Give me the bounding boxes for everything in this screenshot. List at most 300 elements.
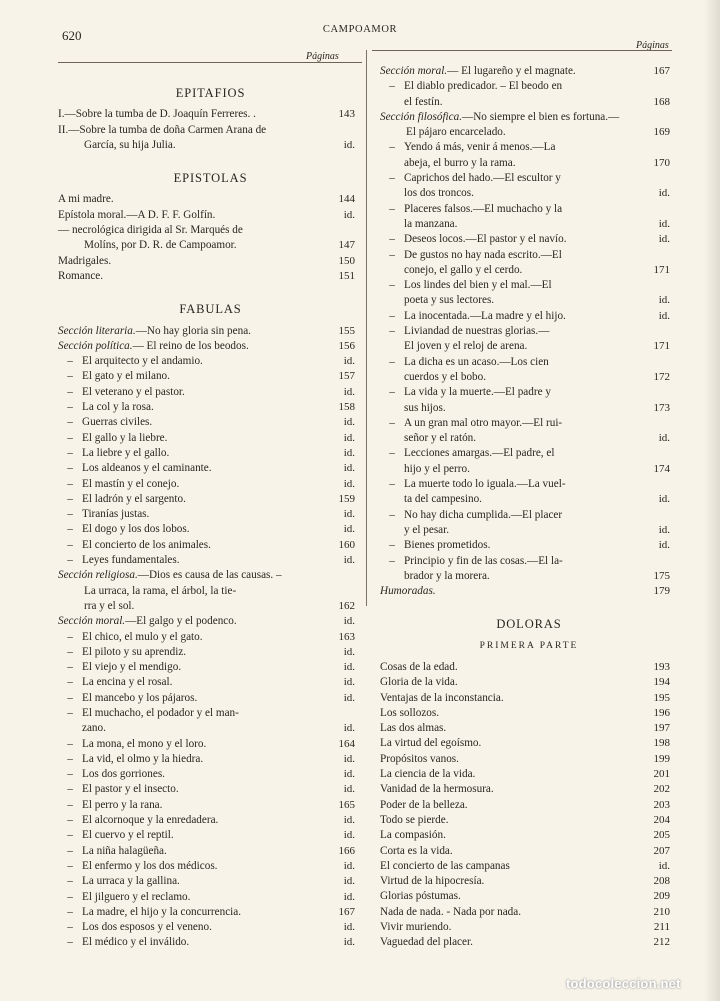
entry-title: Leyes fundamentales. <box>82 554 180 567</box>
dash-mark: – <box>67 829 73 842</box>
dash-mark: – <box>67 921 73 934</box>
entry-title: Romance. <box>58 269 104 282</box>
entry-continuation: el festín. <box>404 95 443 108</box>
toc-entry <box>380 64 678 79</box>
entry-title: La ciencia de la vida. <box>380 768 476 781</box>
entry-text <box>404 538 628 553</box>
page-ref: 212 <box>653 936 670 949</box>
entry-text <box>82 844 313 859</box>
fabulas-heading: FABULAS <box>179 302 242 317</box>
toc-entry <box>380 508 678 539</box>
entry-continuation: señor y el ratón. <box>404 432 477 445</box>
entry-continuation: y el pesar. <box>404 523 450 536</box>
entry-text <box>404 416 628 447</box>
toc-entry <box>380 874 678 889</box>
entry-title: Cosas de la edad. <box>380 660 458 673</box>
entry-title: La virtud del egoísmo. <box>380 737 482 750</box>
entry-text <box>82 507 313 522</box>
entry-title: Deseos locos.—El pastor y el navío. <box>404 233 567 246</box>
dash-mark: – <box>389 80 395 93</box>
entry-text <box>82 890 313 905</box>
toc-entry <box>58 415 363 430</box>
entry-title: El concierto de los animales. <box>82 538 211 551</box>
entry-title: La encina y el rosal. <box>82 676 173 689</box>
toc-entry <box>58 905 363 920</box>
entry-title: Los dos esposos y el veneno. <box>82 921 212 934</box>
dash-mark: – <box>389 325 395 338</box>
entry-text <box>82 691 313 706</box>
toc-entry <box>58 269 363 284</box>
entry-continuation: poeta y sus lectores. <box>404 294 495 307</box>
entry-text <box>380 64 628 79</box>
toc-entry <box>380 477 678 508</box>
entry-title: El concierto de las campanas <box>380 859 510 872</box>
toc-entry <box>58 844 363 859</box>
entry-title: Placeres falsos.—El muchacho y la <box>404 202 563 215</box>
dash-mark: – <box>67 446 73 459</box>
entry-title: —No siempre el bien es fortuna.— <box>462 110 620 123</box>
dash-mark: – <box>67 355 73 368</box>
column-label-right: Páginas <box>636 40 669 51</box>
toc-entry <box>58 354 363 369</box>
toc-entry <box>58 890 363 905</box>
toc-entry <box>380 675 678 690</box>
entry-text <box>380 584 628 599</box>
toc-entry <box>58 645 363 660</box>
dash-mark: – <box>67 401 73 414</box>
entry-title: Tiranías justas. <box>82 508 150 521</box>
page-ref: 170 <box>653 156 670 169</box>
entry-title: — El lugareño y el magnate. <box>447 65 576 77</box>
page-ref: 166 <box>338 844 355 857</box>
toc-entry <box>380 889 678 904</box>
toc-entry <box>380 554 678 585</box>
page-ref: id. <box>658 187 670 200</box>
page-ref: id. <box>658 432 670 445</box>
entry-text <box>82 874 313 889</box>
page-ref: id. <box>658 233 670 246</box>
entry-text <box>404 309 628 324</box>
entry-continuation: García, su hija Julia. <box>84 138 176 151</box>
entry-title: Poder de la belleza. <box>380 798 468 811</box>
page-ref: id. <box>343 416 355 429</box>
toc-entry <box>58 123 363 154</box>
page-ref: 151 <box>338 269 355 282</box>
right-header-rule <box>372 50 672 51</box>
toc-entry <box>58 691 363 706</box>
toc-entry <box>58 339 363 354</box>
entry-title: Madrigales. <box>58 254 112 267</box>
dash-mark: – <box>67 875 73 888</box>
entry-title: La urraca y la gallina. <box>82 875 180 888</box>
entry-title: Guerras civiles. <box>82 416 153 429</box>
entry-text <box>58 223 313 254</box>
toc-entry <box>380 140 678 171</box>
epitafios-heading: EPITAFIOS <box>175 86 246 100</box>
toc-entry <box>58 192 363 207</box>
page-ref: 159 <box>338 492 355 505</box>
page-ref: 167 <box>653 65 670 77</box>
entry-text <box>58 269 313 284</box>
page-ref: id. <box>343 890 355 903</box>
entry-title: El arquitecto y el andamio. <box>82 355 203 368</box>
dash-mark: – <box>67 645 73 658</box>
entry-title: El veterano y el pastor. <box>82 385 185 398</box>
page-ref: 201 <box>653 768 670 781</box>
toc-entry <box>380 309 678 324</box>
watermark: todocoleccion.net <box>566 976 681 991</box>
entry-title: El cuervo y el reptil. <box>82 829 174 842</box>
page-number: 620 <box>62 28 82 43</box>
entry-text <box>58 123 313 154</box>
entry-text <box>380 859 628 874</box>
page-ref: id. <box>343 355 355 368</box>
page-ref: id. <box>343 385 355 398</box>
toc-entry <box>380 355 678 386</box>
page-ref: id. <box>343 615 355 628</box>
section-gap <box>58 153 363 161</box>
entry-continuation: la manzana. <box>404 217 458 230</box>
entry-text <box>380 828 628 843</box>
entry-title: —No hay gloria sin pena. <box>135 324 251 337</box>
entry-title: Caprichos del hado.—El escultor y <box>404 172 561 185</box>
toc-entry <box>58 828 363 843</box>
page-ref: 147 <box>338 239 355 252</box>
section-name: Sección moral. <box>380 65 448 77</box>
entry-title: El muchacho, el podador y el man- <box>82 706 239 719</box>
toc-entry <box>380 171 678 202</box>
entry-text <box>58 254 313 269</box>
entry-text <box>82 385 313 400</box>
entry-title: Bienes prometidos. <box>404 539 491 552</box>
entry-continuation: Molíns, por D. R. de Campoamor. <box>84 239 237 252</box>
page-edge-shadow <box>704 0 720 1001</box>
toc-entry <box>380 920 678 935</box>
toc-entry <box>58 553 363 568</box>
page-ref: id. <box>343 921 355 934</box>
entry-text <box>82 675 313 690</box>
toc-entry <box>380 905 678 920</box>
dash-mark: – <box>389 233 395 246</box>
page-ref: 171 <box>653 263 670 276</box>
page-ref: 204 <box>653 813 670 826</box>
entry-title: Propósitos vanos. <box>380 752 459 765</box>
entry-text <box>82 369 313 384</box>
toc-entry <box>380 844 678 859</box>
dash-mark: – <box>67 859 73 872</box>
toc-entry <box>58 614 363 629</box>
toc-entry <box>380 767 678 782</box>
page-ref: id. <box>658 493 670 506</box>
toc-entry <box>380 691 678 706</box>
entry-continuation: conejo, el gallo y el cerdo. <box>404 263 523 276</box>
page-ref: 157 <box>338 370 355 383</box>
entry-title: El piloto y su aprendiz. <box>82 645 187 658</box>
page-ref: 168 <box>653 95 670 108</box>
page-ref: 171 <box>653 340 670 353</box>
dash-mark: – <box>67 462 73 475</box>
page-ref: id. <box>658 859 670 872</box>
toc-entry <box>380 416 678 447</box>
entry-text <box>82 706 313 737</box>
toc-entry <box>58 920 363 935</box>
page-ref: id. <box>343 446 355 459</box>
dash-mark: – <box>67 385 73 398</box>
dash-mark: – <box>67 737 73 750</box>
toc-entry <box>58 492 363 507</box>
page-ref: 156 <box>338 339 355 352</box>
entry-text <box>404 477 628 508</box>
toc-entry <box>58 706 363 737</box>
page-ref: 195 <box>653 691 670 704</box>
entry-title: Gloria de la vida. <box>380 676 458 689</box>
entry-continuation: brador y la morera. <box>404 569 490 582</box>
toc-entry <box>380 782 678 797</box>
dash-mark: – <box>67 661 73 674</box>
dash-mark: – <box>67 691 73 704</box>
page-ref: id. <box>343 691 355 704</box>
entry-title: El mastín y el conejo. <box>82 477 180 490</box>
entry-title: De gustos no hay nada escrito.—El <box>404 248 562 261</box>
toc-entry <box>380 660 678 675</box>
entry-title: — necrológica dirigida al Sr. Marqués de <box>58 224 243 237</box>
entry-title: Todo se pierde. <box>380 813 449 826</box>
toc-entry <box>58 431 363 446</box>
dash-mark: – <box>389 248 395 261</box>
entry-title: Vivir muriendo. <box>380 921 452 934</box>
entry-text <box>82 415 313 430</box>
toc-entry <box>58 538 363 553</box>
entry-text <box>380 889 628 904</box>
entry-text <box>404 355 628 386</box>
entry-continuation: abeja, el burro y la rama. <box>404 156 516 169</box>
entry-text <box>58 208 313 223</box>
entry-text <box>82 354 313 369</box>
entry-title: Vanidad de la hermosura. <box>380 783 494 796</box>
entry-text <box>380 905 628 920</box>
page-ref: id. <box>343 936 355 949</box>
entry-text <box>82 645 313 660</box>
toc-entry <box>380 385 678 416</box>
page-ref: 160 <box>338 538 355 551</box>
page-ref: 211 <box>653 921 670 934</box>
entry-title: Yendo á más, venir á menos.—La <box>404 141 556 154</box>
entry-title: Las dos almas. <box>380 722 447 735</box>
entry-text <box>82 477 313 492</box>
dash-mark: – <box>67 783 73 796</box>
dash-mark: – <box>67 844 73 857</box>
toc-entry <box>58 522 363 537</box>
dash-mark: – <box>389 539 395 552</box>
page-ref: id. <box>343 768 355 781</box>
entry-text <box>82 813 313 828</box>
entry-title: La muerte todo lo iguala.—La vuel- <box>404 478 566 491</box>
page-ref: id. <box>343 829 355 842</box>
entry-title: Glorias póstumas. <box>380 890 461 903</box>
toc-entry <box>58 660 363 675</box>
page-ref: 210 <box>653 905 670 918</box>
entry-title: No hay dicha cumplida.—El placer <box>404 508 563 521</box>
page-ref: id. <box>343 645 355 658</box>
entry-continuation: La urraca, la rama, el árbol, la tie- <box>84 584 237 597</box>
page-ref: 202 <box>653 783 670 796</box>
page-ref: id. <box>343 814 355 827</box>
entry-title: Virtud de la hipocresía. <box>380 875 485 888</box>
entry-continuation: los dos troncos. <box>404 187 474 200</box>
page-ref: id. <box>343 431 355 444</box>
page-ref: 193 <box>653 660 670 673</box>
entry-text <box>82 905 313 920</box>
entry-text <box>82 446 313 461</box>
entry-title: La col y la rosa. <box>82 401 154 414</box>
entry-text <box>404 446 628 477</box>
entry-text <box>82 798 313 813</box>
entry-text <box>380 675 628 690</box>
entry-title: La vida y la muerte.—El padre y <box>404 386 551 399</box>
left-header-rule <box>58 62 362 63</box>
entry-text <box>82 752 313 767</box>
entry-title: El dogo y los dos lobos. <box>82 523 190 536</box>
section-name: Sección filosófica. <box>380 110 463 123</box>
page-ref: 208 <box>653 875 670 888</box>
toc-entry <box>58 935 363 950</box>
entry-text <box>380 782 628 797</box>
page-ref: 169 <box>653 126 670 139</box>
toc-entry <box>380 813 678 828</box>
entry-text <box>404 508 628 539</box>
page-ref: 150 <box>338 254 355 267</box>
page-ref: id. <box>658 294 670 307</box>
dash-mark: – <box>67 798 73 811</box>
entry-continuation: sus hijos. <box>404 401 446 414</box>
toc-entry <box>58 798 363 813</box>
dash-mark: – <box>389 141 395 154</box>
toc-entry <box>58 675 363 690</box>
page-ref: 162 <box>338 599 355 612</box>
toc-entry <box>380 935 678 950</box>
entry-title: El médico y el inválido. <box>82 936 190 949</box>
entry-title: Vaguedad del placer. <box>380 936 473 949</box>
dash-mark: – <box>389 279 395 292</box>
page-ref: id. <box>343 508 355 521</box>
entry-text <box>82 630 313 645</box>
entry-title: A mi madre. <box>58 193 114 206</box>
entry-text <box>380 110 628 141</box>
entry-text <box>82 400 313 415</box>
entry-text <box>58 107 313 122</box>
dash-mark: – <box>67 492 73 505</box>
section-gap <box>58 284 363 292</box>
section-name: Sección literaria. <box>58 324 136 337</box>
entry-title: El perro y la rana. <box>82 798 163 811</box>
entry-text <box>58 324 313 339</box>
section-gap <box>58 951 363 959</box>
page-ref: 209 <box>653 890 670 903</box>
toc-entry <box>380 79 678 110</box>
entry-continuation: ta del campesino. <box>404 493 482 506</box>
entry-text <box>380 721 628 736</box>
entry-title: Ventajas de la inconstancia. <box>380 691 504 704</box>
entry-text <box>404 554 628 585</box>
dash-mark: – <box>389 478 395 491</box>
toc-entry <box>58 737 363 752</box>
entry-text <box>82 492 313 507</box>
running-head: CAMPOAMOR <box>322 24 398 35</box>
dash-mark: – <box>67 370 73 383</box>
dash-mark: – <box>389 416 395 429</box>
dash-mark: – <box>389 508 395 521</box>
page-ref: 196 <box>653 706 670 719</box>
entry-text <box>404 202 628 233</box>
entry-text <box>82 859 313 874</box>
entry-title: El pastor y el insecto. <box>82 783 179 796</box>
toc-entry <box>380 798 678 813</box>
toc-entry <box>380 324 678 355</box>
page-ref: 163 <box>338 630 355 643</box>
entry-title: El jilguero y el reclamo. <box>82 890 191 903</box>
entry-text <box>404 79 628 110</box>
entry-title: Los lindes del bien y el mal.—El <box>404 279 552 292</box>
column-label-left: Páginas <box>306 51 339 62</box>
entry-text <box>380 844 628 859</box>
entry-title: — El reino de los beodos. <box>132 339 249 352</box>
page-ref: id. <box>343 477 355 490</box>
entry-text <box>380 736 628 751</box>
toc-entry <box>380 706 678 721</box>
dash-mark: – <box>67 538 73 551</box>
entry-text <box>404 232 628 247</box>
toc-entry <box>380 110 678 141</box>
dash-mark: – <box>67 508 73 521</box>
entry-text <box>58 339 313 354</box>
entry-title: La vid, el olmo y la hiedra. <box>82 752 204 765</box>
page-ref: id. <box>343 752 355 765</box>
entry-title: La mona, el mono y el loro. <box>82 737 207 750</box>
primera-parte-heading: PRIMERA PARTE <box>479 640 579 651</box>
entry-title: La compasión. <box>380 829 446 842</box>
section-name: Humoradas. <box>380 585 436 598</box>
page-ref: 167 <box>338 905 355 918</box>
page-ref: id. <box>343 661 355 674</box>
left-column <box>58 76 363 959</box>
dash-mark: – <box>67 752 73 765</box>
entry-text <box>404 171 628 202</box>
entry-text <box>404 324 628 355</box>
toc-entry <box>380 278 678 309</box>
entry-text <box>404 140 628 171</box>
toc-entry <box>58 369 363 384</box>
page-ref: id. <box>343 523 355 536</box>
entry-title: El viejo y el mendigo. <box>82 661 182 674</box>
page-ref: id. <box>658 523 670 536</box>
toc-entry <box>58 630 363 645</box>
entry-text <box>404 248 628 279</box>
entry-text <box>82 737 313 752</box>
entry-text <box>380 798 628 813</box>
entry-text <box>58 568 313 614</box>
section-name: Sección moral. <box>58 615 126 628</box>
entry-text <box>58 192 313 207</box>
toc-entry <box>58 767 363 782</box>
page-ref: 198 <box>653 737 670 750</box>
entry-title: —El galgo y el podenco. <box>125 615 237 628</box>
entry-text <box>82 828 313 843</box>
entry-title: El enfermo y los dos médicos. <box>82 859 218 872</box>
page-ref: 155 <box>338 324 355 337</box>
page-ref: 179 <box>653 585 670 598</box>
dash-mark: – <box>67 630 73 643</box>
entry-text <box>380 660 628 675</box>
